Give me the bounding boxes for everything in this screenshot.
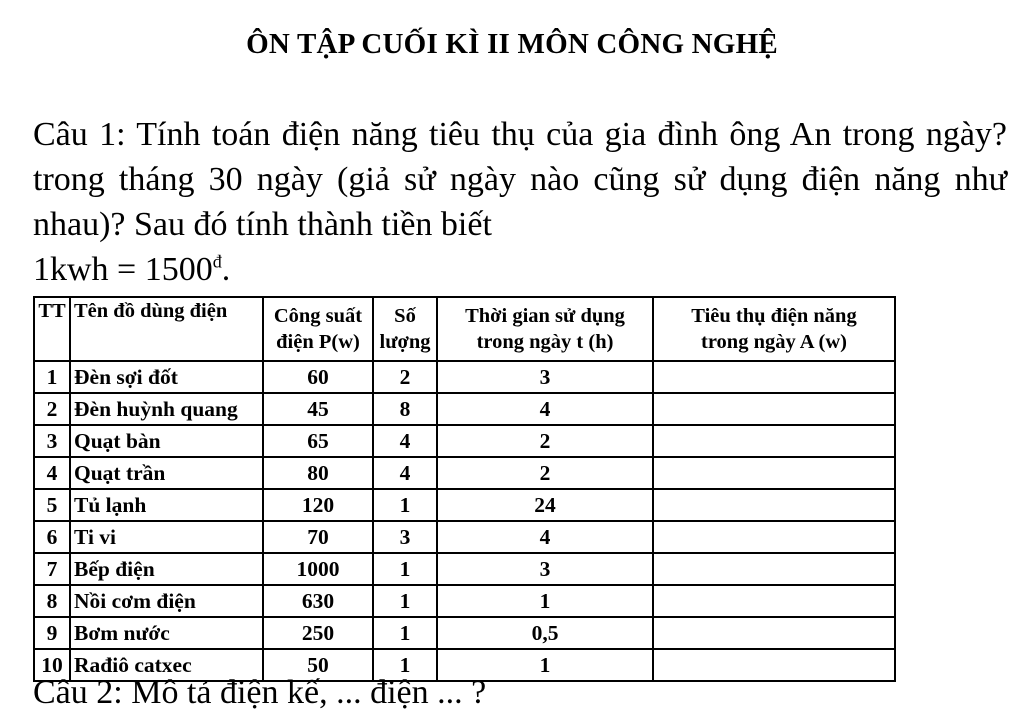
cell-energy <box>653 617 895 649</box>
table-row <box>34 489 895 521</box>
table-body <box>34 361 895 681</box>
table-row <box>34 425 895 457</box>
cell-tt: 3 <box>34 425 70 457</box>
cell-power: 80 <box>263 457 373 489</box>
cell-qty: 2 <box>373 361 437 393</box>
header-energy: Tiêu thụ điện năng trong ngày A (w) <box>653 297 895 361</box>
electricity-rate: $1kwh = 1500^đ$. <box>33 251 231 288</box>
cell-qty: 1 <box>373 553 437 585</box>
cell-power: 250 <box>263 617 373 649</box>
cell-name: Quạt bàn <box>70 425 263 457</box>
cell-energy <box>653 489 895 521</box>
cell-tt: 9 <box>34 617 70 649</box>
energy-table <box>33 296 896 682</box>
question-1 <box>33 112 1007 292</box>
cell-qty: 1 <box>373 649 437 681</box>
cell-time: 2 <box>437 425 653 457</box>
next-question-partial: Câu 2: Mô tả điện kế, ... điện ... ? <box>33 674 487 711</box>
cell-qty: 4 <box>373 425 437 457</box>
cell-time: 24 <box>437 489 653 521</box>
table-row <box>34 585 895 617</box>
cell-qty: 4 <box>373 457 437 489</box>
cell-energy <box>653 425 895 457</box>
header-qty: Số lượng <box>373 297 437 361</box>
cell-energy <box>653 521 895 553</box>
cell-tt: 6 <box>34 521 70 553</box>
cell-tt: 2 <box>34 393 70 425</box>
cell-time: 4 <box>437 521 653 553</box>
cell-qty: 3 <box>373 521 437 553</box>
cell-time: 1 <box>437 585 653 617</box>
cell-power: 60 <box>263 361 373 393</box>
cell-tt: 8 <box>34 585 70 617</box>
table-row <box>34 457 895 489</box>
question-1-text: Câu 1: Tính toán điện năng tiêu thụ của gia đình ông An trong ngày? trong tháng 30 ngày (giả sử ngày nào cũng sử dụng điện năng như nhau)? Sau đó tính thành tiền biết <box>33 116 1007 243</box>
cell-power: 1000 <box>263 553 373 585</box>
cell-name: Bơm nước <box>70 617 263 649</box>
cell-energy <box>653 457 895 489</box>
cell-tt: 1 <box>34 361 70 393</box>
cell-time: 3 <box>437 553 653 585</box>
header-power: Công suất điện P(w) <box>263 297 373 361</box>
cell-power: 70 <box>263 521 373 553</box>
table-row <box>34 393 895 425</box>
cell-tt: 7 <box>34 553 70 585</box>
cell-name: Nồi cơm điện <box>70 585 263 617</box>
page-title: ÔN TẬP CUỐI KÌ II MÔN CÔNG NGHỆ <box>246 28 778 60</box>
cell-time: 0,5 <box>437 617 653 649</box>
header-name: Tên đồ dùng điện <box>70 297 263 361</box>
cell-name: Quạt trần <box>70 457 263 489</box>
table-row <box>34 553 895 585</box>
cell-tt: 4 <box>34 457 70 489</box>
table-row <box>34 361 895 393</box>
cell-power: 45 <box>263 393 373 425</box>
cell-energy <box>653 393 895 425</box>
table-header-row <box>34 297 895 361</box>
cell-energy <box>653 553 895 585</box>
table-row <box>34 521 895 553</box>
cell-time: 2 <box>437 457 653 489</box>
cell-power: 65 <box>263 425 373 457</box>
cell-power: 50 <box>263 649 373 681</box>
cell-qty: 1 <box>373 489 437 521</box>
cell-qty: 1 <box>373 617 437 649</box>
header-time: Thời gian sử dụng trong ngày t (h) <box>437 297 653 361</box>
cell-name: Đèn sợi đốt <box>70 361 263 393</box>
cell-power: 120 <box>263 489 373 521</box>
cell-power: 630 <box>263 585 373 617</box>
cell-tt: 10 <box>34 649 70 681</box>
header-tt: TT <box>34 297 70 361</box>
table-row <box>34 617 895 649</box>
cell-qty: 8 <box>373 393 437 425</box>
cell-time: 3 <box>437 361 653 393</box>
cell-energy <box>653 585 895 617</box>
cell-name: Bếp điện <box>70 553 263 585</box>
cell-name: Đèn huỳnh quang <box>70 393 263 425</box>
cell-name: Rađiô catxec <box>70 649 263 681</box>
cell-tt: 5 <box>34 489 70 521</box>
cell-time: 4 <box>437 393 653 425</box>
cell-time: 1 <box>437 649 653 681</box>
cell-qty: 1 <box>373 585 437 617</box>
cell-name: Ti vi <box>70 521 263 553</box>
cell-name: Tủ lạnh <box>70 489 263 521</box>
cell-energy <box>653 361 895 393</box>
